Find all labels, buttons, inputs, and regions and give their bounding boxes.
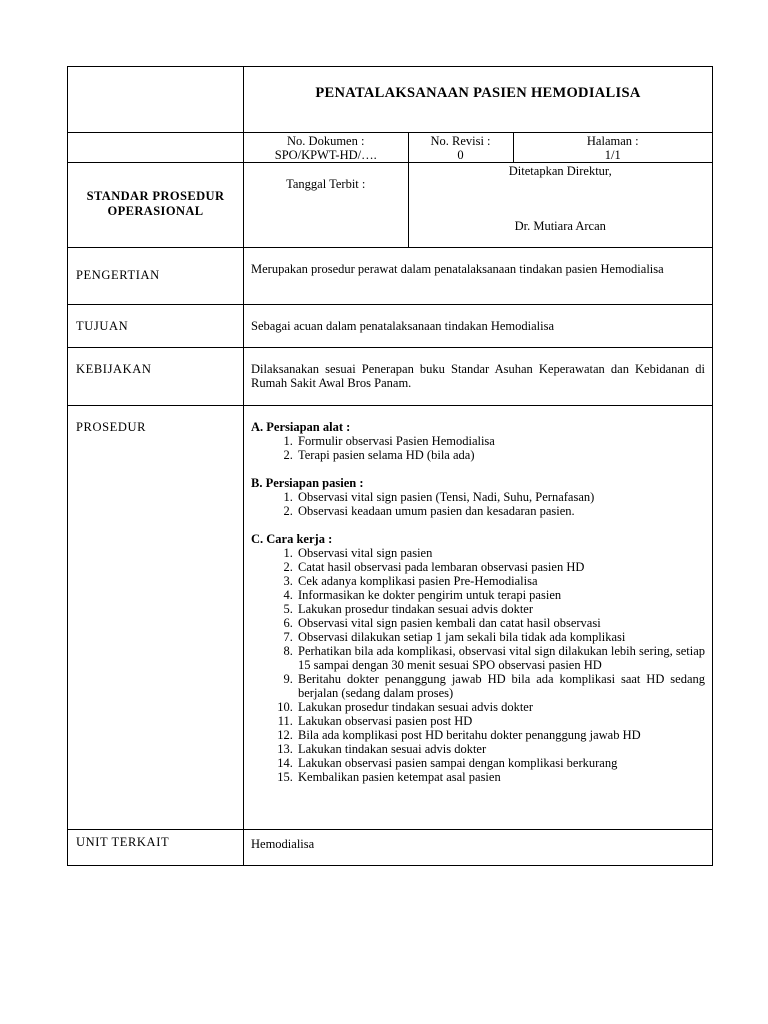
list-item: 11. Lakukan observasi pasien post HD [296,714,705,728]
document-title: PENATALAKSANAAN PASIEN HEMODIALISA [244,67,713,133]
list-item: 12. Bila ada komplikasi post HD beritahu dokter penanggung jawab HD [296,728,705,742]
tujuan-text: Sebagai acuan dalam penatalaksanaan tindakan Hemodialisa [244,305,713,348]
spo-document [67,66,712,866]
list-b [251,490,705,518]
section-c-title: C. Cara kerja : [251,532,333,546]
no-revisi-cell [408,133,513,162]
tanggal-terbit-label: Tanggal Terbit : [244,163,408,247]
spo-table [67,66,713,866]
list-item: 15. Kembalikan pasien ketempat asal pasien [296,770,705,784]
tujuan-label: TUJUAN [68,305,244,348]
halaman-value: 1/1 [604,148,621,162]
unit-terkait-text: Hemodialisa [244,830,713,866]
no-revisi-value: 0 [457,148,464,162]
logo-cell [68,67,244,133]
no-dokumen-label: No. Dokumen : [287,134,365,148]
list-item: 2. Observasi keadaan umum pasien dan kesadaran pasien. [296,504,705,518]
no-revisi-label: No. Revisi : [430,134,491,148]
kebijakan-text: Dilaksanakan sesuai Penerapan buku Standar Asuhan Keperawatan dan Kebidanan di Rumah Sakit Awal Bros Panam. [244,348,713,406]
list-a [251,434,705,462]
empty-cell [68,133,244,163]
list-item: 6. Observasi vital sign pasien kembali dan catat hasil observasi [296,616,705,630]
list-item: 1. Observasi vital sign pasien [296,546,705,560]
doc-info-table [244,133,712,162]
pengertian-text: Merupakan prosedur perawat dalam penatalaksanaan tindakan pasien Hemodialisa [244,248,713,305]
list-item: 5. Lakukan prosedur tindakan sesuai advis dokter [296,602,705,616]
list-c [251,546,705,784]
prosedur-label: PROSEDUR [68,406,244,830]
kebijakan-label: KEBIJAKAN [68,348,244,406]
halaman-cell [513,133,712,162]
no-dokumen-cell [244,133,408,162]
list-item: 2. Terapi pasien selama HD (bila ada) [296,448,705,462]
list-item: 13. Lakukan tindakan sesuai advis dokter [296,742,705,756]
list-item: 1. Observasi vital sign pasien (Tensi, Nadi, Suhu, Pernafasan) [296,490,705,504]
pengertian-label: PENGERTIAN [68,248,244,305]
list-item: 2. Catat hasil observasi pada lembaran observasi pasien HD [296,560,705,574]
section-a-title: A. Persiapan alat : [251,420,351,434]
doc-info-cell [244,133,713,163]
list-item: 14. Lakukan observasi pasien sampai dengan komplikasi berkurang [296,756,705,770]
list-item: 3. Cek adanya komplikasi pasien Pre-Hemodialisa [296,574,705,588]
tanggal-cell [244,163,713,248]
direktur-name: Dr. Mutiara Arcan [514,219,606,233]
list-item: 4. Informasikan ke dokter pengirim untuk terapi pasien [296,588,705,602]
no-dokumen-value: SPO/KPWT-HD/…. [274,148,377,162]
unit-terkait-label: UNIT TERKAIT [68,830,244,866]
list-item: 10. Lakukan prosedur tindakan sesuai advis dokter [296,700,705,714]
list-item: 7. Observasi dilakukan setiap 1 jam sekali bila tidak ada komplikasi [296,630,705,644]
spo-label-cell [68,163,244,248]
spo-title-line2: OPERASIONAL [107,204,204,218]
halaman-label: Halaman : [586,134,639,148]
ditetapkan-label: Ditetapkan Direktur, [508,164,612,178]
prosedur-content [244,406,713,830]
section-b-title: B. Persiapan pasien : [251,476,364,490]
list-item: 9. Beritahu dokter penanggung jawab HD bila ada komplikasi saat HD sedang berjalan (sedang dalam proses) [296,672,705,700]
direktur-cell [408,163,712,247]
tanggal-table [244,163,712,247]
spo-title-line1: STANDAR PROSEDUR [86,189,225,203]
list-item: 1. Formulir observasi Pasien Hemodialisa [296,434,705,448]
list-item: 8. Perhatikan bila ada komplikasi, observasi vital sign dilakukan lebih sering, setiap 15 sampai dengan 30 menit sesuai SPO observasi pasien HD [296,644,705,672]
